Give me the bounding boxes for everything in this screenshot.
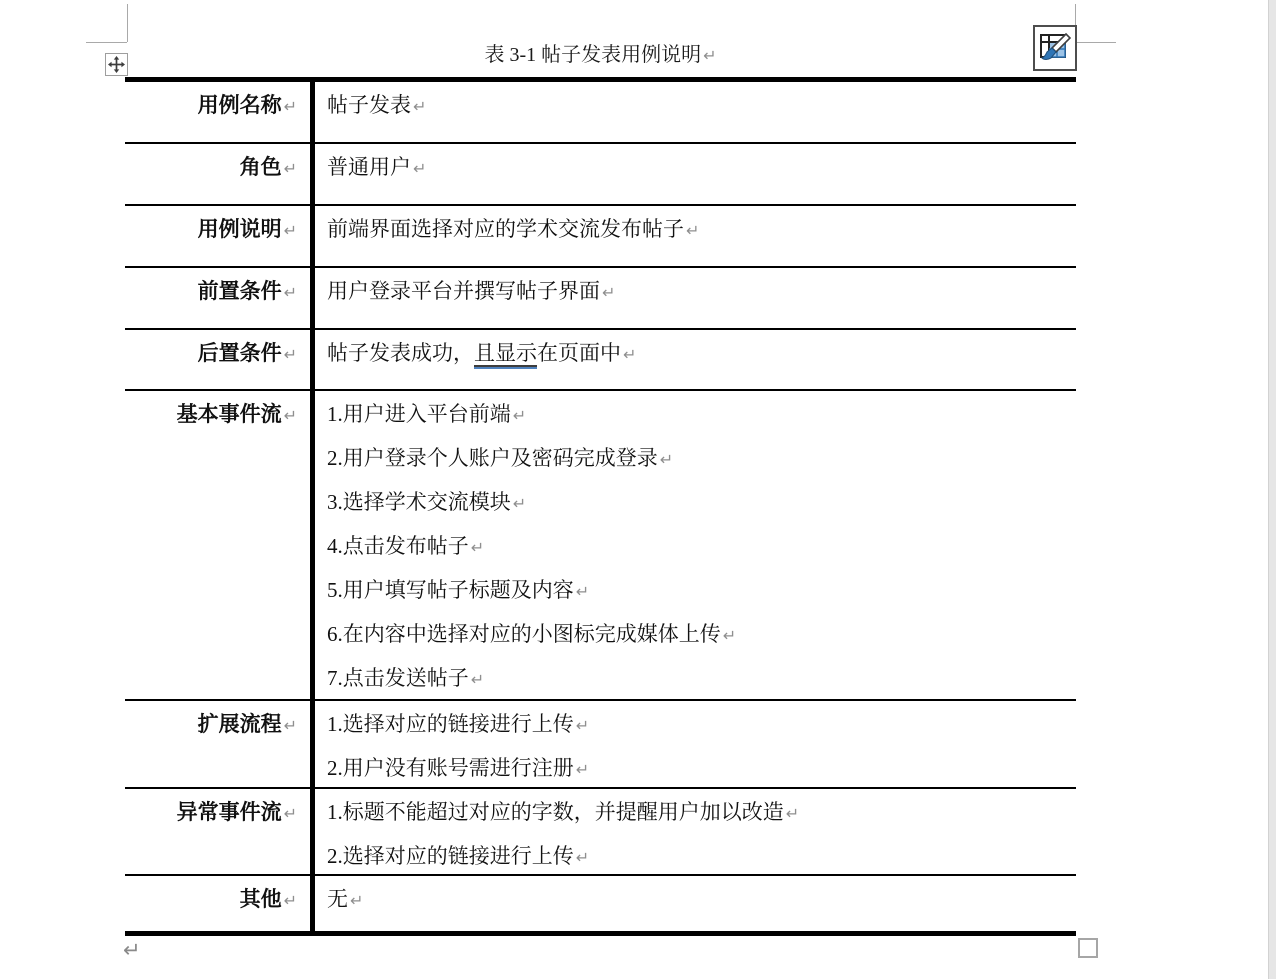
row-label-cell[interactable] [125, 206, 310, 266]
cell-end-mark: ↵ [283, 804, 297, 823]
text-segment: 在页面中 [537, 341, 621, 365]
text-segment: 无 [327, 887, 348, 911]
row-content-cell[interactable] [315, 206, 1076, 266]
paragraph-line[interactable] [327, 146, 1072, 190]
row-content-cell[interactable] [315, 701, 1076, 787]
cell-end-mark: ↵ [470, 670, 485, 689]
paragraph-line[interactable] [327, 835, 1072, 876]
text-segment: 5.用户填写帖子标题及内容 [327, 578, 574, 602]
paragraph-line[interactable] [327, 569, 1072, 613]
row-content-cell[interactable] [315, 789, 1076, 874]
text-segment: 用户登录平台并撰写帖子界面 [327, 279, 600, 303]
row-label-cell[interactable] [125, 144, 310, 204]
cell-end-mark: ↵ [283, 221, 297, 240]
cell-end-mark: ↵ [283, 159, 297, 178]
row-label-cell[interactable] [125, 330, 310, 389]
text-segment: 3.选择学术交流模块 [327, 490, 511, 514]
move-cross-icon [108, 56, 125, 73]
cell-end-mark: ↵ [602, 283, 616, 302]
row-label-cell[interactable] [125, 82, 310, 142]
cell-end-mark: ↵ [350, 891, 364, 910]
row-label-text: 异常事件流 [176, 800, 282, 824]
cell-end-mark: ↵ [512, 494, 527, 513]
cell-end-mark: ↵ [575, 582, 590, 601]
paragraph-line[interactable] [327, 393, 1072, 437]
crop-mark-top-right-horizontal [1076, 42, 1116, 43]
row-label-cell[interactable] [125, 876, 310, 931]
table-move-handle[interactable] [105, 53, 128, 76]
text-segment: 6.在内容中选择对应的小图标完成媒体上传 [327, 622, 721, 646]
row-label-text: 用例名称 [197, 93, 282, 117]
paragraph-line[interactable] [327, 208, 1072, 252]
cell-end-mark: ↵ [283, 283, 297, 302]
row-label-text: 后置条件 [197, 341, 282, 365]
table-row [125, 391, 1076, 701]
cell-end-mark: ↵ [512, 406, 527, 425]
cell-end-mark: ↵ [283, 716, 297, 735]
row-content-cell[interactable] [315, 268, 1076, 328]
row-label-cell[interactable] [125, 268, 310, 328]
table-row [125, 701, 1076, 789]
text-segment: 前端界面选择对应的学术交流发布帖子 [327, 217, 684, 241]
row-label-cell[interactable] [125, 701, 310, 787]
table-row [125, 268, 1076, 330]
table-brush-icon [1039, 31, 1071, 65]
text-segment: 普通用户 [327, 155, 411, 179]
text-segment: 1.选择对应的链接进行上传 [327, 712, 574, 736]
row-content-cell[interactable] [315, 876, 1076, 931]
row-label-text: 用例说明 [197, 217, 282, 241]
row-content-cell[interactable] [315, 144, 1076, 204]
page-edge-strip [1268, 0, 1276, 979]
text-segment: 2.用户没有账号需进行注册 [327, 756, 574, 780]
cell-end-mark: ↵ [283, 406, 297, 425]
table-row [125, 206, 1076, 268]
paragraph-line[interactable] [327, 878, 1072, 922]
table-caption[interactable] [125, 41, 1076, 70]
cell-end-mark: ↵ [470, 538, 485, 557]
cell-end-mark: ↵ [413, 159, 427, 178]
table-resize-handle[interactable] [1078, 938, 1098, 958]
grammar-underlined-text: 且显示 [474, 341, 537, 365]
text-segment: 帖子发表 [327, 93, 411, 117]
cell-end-mark: ↵ [575, 848, 590, 867]
paragraph-line[interactable] [327, 703, 1072, 747]
table-row [125, 144, 1076, 206]
paragraph-line[interactable] [327, 613, 1072, 657]
paragraph-line[interactable] [327, 84, 1072, 128]
row-label-text: 基本事件流 [176, 402, 282, 426]
paragraph-line[interactable] [327, 270, 1072, 314]
cell-end-mark: ↵ [623, 345, 637, 364]
paragraph-line[interactable] [327, 747, 1072, 789]
text-segment: 1.用户进入平台前端 [327, 402, 511, 426]
text-segment: 2.选择对应的链接进行上传 [327, 844, 574, 868]
cell-end-mark: ↵ [283, 891, 297, 910]
paragraph-line[interactable] [327, 481, 1072, 525]
table-row [125, 876, 1076, 931]
crop-mark-top-left-vertical [127, 4, 128, 42]
paragraph-line[interactable] [327, 437, 1072, 481]
row-label-cell[interactable] [125, 391, 310, 699]
crop-mark-top-left-horizontal [86, 42, 127, 43]
row-content-cell[interactable] [315, 330, 1076, 389]
paragraph-line[interactable] [327, 791, 1072, 835]
table-caption-text: 表 3-1 帖子发表用例说明 [484, 44, 702, 66]
row-content-cell[interactable] [315, 391, 1076, 699]
table-row [125, 330, 1076, 391]
text-segment: 7.点击发送帖子 [327, 666, 469, 690]
cell-end-mark: ↵ [413, 97, 427, 116]
text-segment: 帖子发表成功， [327, 341, 474, 365]
cell-end-mark: ↵ [283, 97, 297, 116]
paragraph-line[interactable] [327, 332, 1072, 376]
cell-end-mark: ↵ [722, 626, 737, 645]
cell-end-mark: ↵ [283, 345, 297, 364]
paragraph-mark: ↵ [123, 938, 141, 962]
row-label-text: 其他 [239, 887, 282, 911]
border-painter-button[interactable] [1033, 25, 1077, 71]
row-label-text: 角色 [239, 155, 282, 179]
paragraph-line[interactable] [327, 525, 1072, 569]
row-label-cell[interactable] [125, 789, 310, 874]
table-row [125, 82, 1076, 144]
row-label-text: 前置条件 [197, 279, 282, 303]
cell-end-mark: ↵ [659, 450, 674, 469]
table-row [125, 789, 1076, 876]
cell-end-mark: ↵ [686, 221, 700, 240]
text-segment: 4.点击发布帖子 [327, 534, 469, 558]
paragraph-end-mark: ↵ [703, 46, 717, 65]
text-segment: 2.用户登录个人账户及密码完成登录 [327, 446, 658, 470]
cell-end-mark: ↵ [575, 760, 590, 779]
cell-end-mark: ↵ [575, 716, 590, 735]
use-case-table [125, 77, 1076, 936]
paragraph-line[interactable] [327, 657, 1072, 701]
row-label-text: 扩展流程 [197, 712, 282, 736]
row-content-cell[interactable] [315, 82, 1076, 142]
cell-end-mark: ↵ [785, 804, 800, 823]
text-segment: 1.标题不能超过对应的字数，并提醒用户加以改造 [327, 800, 784, 824]
